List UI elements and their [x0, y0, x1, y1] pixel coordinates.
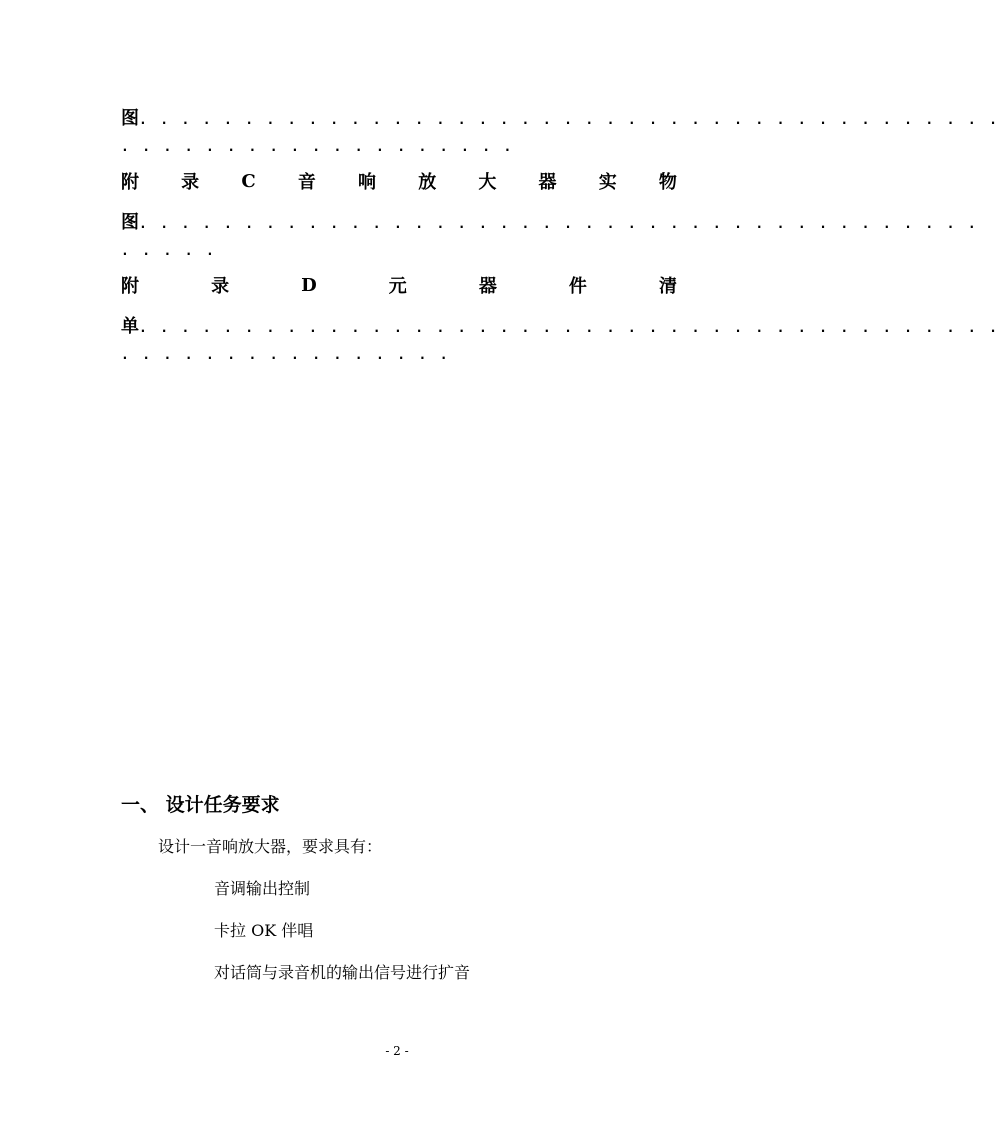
toc-char: 实	[598, 172, 617, 193]
toc-entry-b-char: 图	[121, 108, 139, 129]
toc-char: 音	[297, 172, 316, 193]
toc-entry-d-tail-char: 单	[121, 316, 139, 337]
toc-char: 附	[121, 172, 139, 193]
toc-char: 器	[478, 276, 497, 297]
toc-entry-c-title	[121, 166, 677, 196]
page-number: - 2 -	[385, 1044, 409, 1058]
toc-entry-c-tail-char: 图	[121, 212, 139, 233]
toc-entry-c-dots-cont	[121, 240, 677, 259]
requirement-item: 音调输出控制	[214, 879, 311, 898]
toc-char: 录	[211, 276, 230, 297]
section-heading: 一、 设计任务要求	[121, 794, 280, 816]
toc-char: 大	[478, 172, 497, 193]
toc-dots: . . . . .	[121, 244, 217, 259]
toc-dots: . . . . . . . . . . . . . . . . . . . . . . . . . . . . . . . . . . . . . . . . .	[139, 321, 1000, 336]
toc-char: 放	[418, 172, 437, 193]
toc-char: 器	[538, 172, 557, 193]
toc-char: 附	[121, 276, 139, 297]
toc-char: 件	[568, 276, 587, 297]
toc-char: 录	[181, 172, 200, 193]
toc-dots: . . . . . . . . . . . . . . . .	[121, 348, 451, 363]
toc-char: D	[301, 274, 317, 296]
toc-char: C	[241, 170, 256, 192]
toc-entry-d-dots-cont	[121, 344, 677, 363]
toc-entry-b-line	[121, 104, 1000, 134]
section-intro: 设计一音响放大器，要求具有：	[158, 837, 383, 856]
toc-entry-c-line	[121, 208, 979, 238]
toc-dots: . . . . . . . . . . . . . . . . . . . . . . . . . . . . . . . . . . . . . . . .	[139, 217, 979, 232]
toc-char: 响	[358, 172, 377, 193]
requirement-item: 卡拉 OK 伴唱	[214, 921, 314, 940]
toc-entry-b-dots-cont	[121, 136, 677, 155]
requirement-item: 对话筒与录音机的输出信号进行扩音	[214, 963, 471, 982]
toc-char: 物	[658, 172, 677, 193]
toc-entry-d-line	[121, 312, 1000, 342]
toc-char: 清	[658, 276, 677, 297]
toc-dots: . . . . . . . . . . . . . . . . . . .	[121, 140, 515, 155]
toc-entry-d-title	[121, 270, 677, 300]
toc-char: 元	[388, 276, 407, 297]
toc-dots: . . . . . . . . . . . . . . . . . . . . . . . . . . . . . . . . . . . . . . . . .	[139, 113, 1000, 128]
